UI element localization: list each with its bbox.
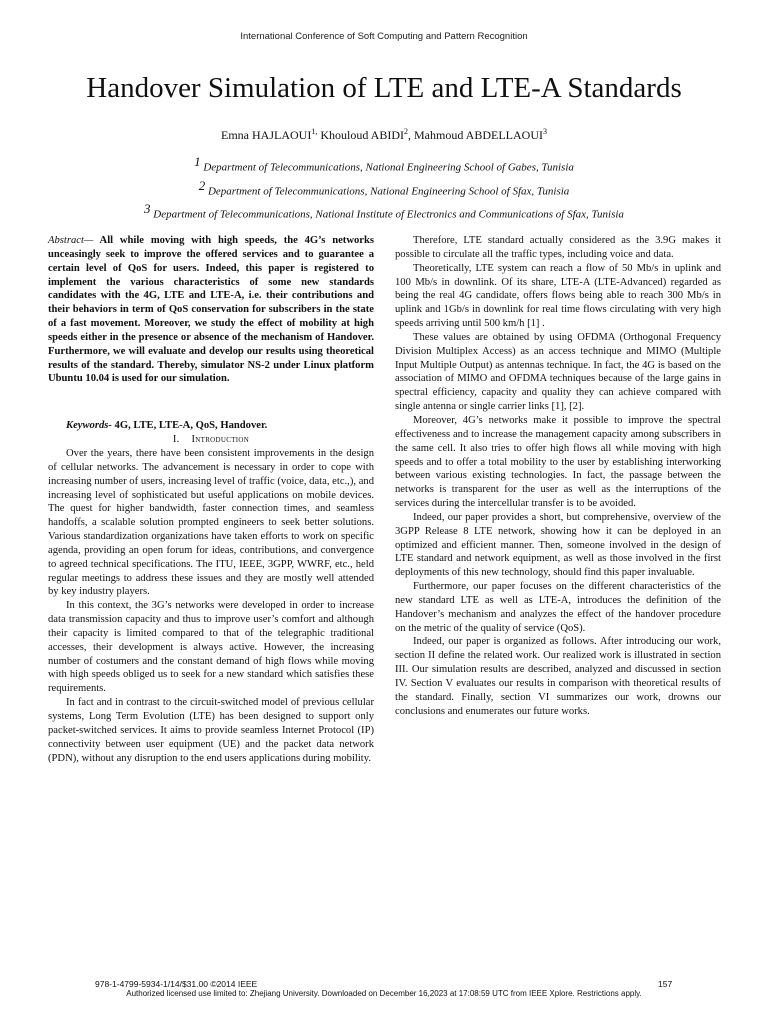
affiliation-text: Department of Telecommunications, National Institute of Electronics and Communications of Sfax, Tunisia <box>153 208 624 221</box>
body-paragraph: In fact and in contrast to the circuit-switched model of previous cellular systems, Long Term Evolution (LTE) has been designed to support only packet-switched services. It aims to provide seamless Internet Protocol (IP) connectivity between user equipment (UE) and the packet data network (PDN), without any disruption to the end users applications during mobility. <box>48 697 374 764</box>
footer-isbn: 978-1-4799-5934-1/14/$31.00 ©2014 IEEE <box>95 979 258 989</box>
affiliations <box>0 153 768 224</box>
body-paragraph: Theoretically, LTE system can reach a flow of 50 Mb/s in uplink and 100 Mb/s in downlink. Of its share, LTE-A (LTE-Advanced) regarded as being the real 4G candidate, offers flows being able to reach 300 Mb/s in uplink and 1Gb/s in downlink for real time flows circulating with very high speeds arriving until 500 km/h [1] . <box>395 262 721 330</box>
body-paragraph: Moreover, 4G’s networks make it possible to improve the spectral effectiveness and to increase the management capacity among subscribers in the same cell. It also tries to offer high flows all while moving with high speeds and to offer a total mobility to the user by establishing interworking between various existing technologies. In fact, the passage between the networks is transparent for the user as well as the interruptions of the services during the intercellular transfer is to be avoided. <box>395 414 721 510</box>
section-title: Introduction <box>191 434 250 446</box>
keywords <box>48 419 374 433</box>
author-superscript: 1, <box>311 127 318 136</box>
author-line: Emna $HAJLAOUI^{1,}$ Khouloud ABIDI$^2$, Mahmoud ABDELLAOUI$^3$ <box>221 127 547 142</box>
author-name: Emna HAJLAOUI <box>221 128 312 142</box>
author-superscript: 2 <box>404 127 408 136</box>
keywords-text: 4G, LTE, LTE-A, QoS, Handover. <box>111 420 268 432</box>
keywords-label: Keywords- <box>66 420 112 432</box>
abstract-text: All while moving with high speeds, the 4G’s networks unceasingly seek to improve the offered services and to guarantee a certain level of QoS for users. Indeed, this paper is registered to implement the various characteristics of some new standards candidates with the 4G, LTE and LTE-A, i.e. their contributions and their behaviors in term of QoS conservation for subscribers in the state of a fast movement. Moreover, we study the effect of mobility at high speeds either in the presence or absence of the mechanism of Handover. Furthermore, we will evaluate and develop our results using theoretical results of the standard. Thereby, simulator NS-2 under Linux platform Ubuntu 10.04 is used for our simulation. <box>48 235 374 385</box>
section-number: I. <box>172 434 180 446</box>
affiliation-text: Department of Telecommunications, National Engineering School of Sfax, Tunisia <box>207 185 570 198</box>
abstract-label: Abstract— <box>48 235 94 246</box>
body-paragraph: Indeed, our paper provides a short, but comprehensive, overview of the 3GPP Release 8 LTE network, showing how it can be deployed in an optimized and efficient manner. Then, someone involved in the design of LTE standard and network equipment, as well as those involved in the first deployments of this new technology, should find this paper invaluable. <box>395 511 721 579</box>
body-paragraph: Furthermore, our paper focuses on the different characteristics of the new standard LTE as well as LTE-A, introduces the definition of the Handover’s mechanism and analyzes the effect of the handover procedure on the metric of the quality of service (QoS). <box>395 581 721 634</box>
author-superscript: 3 <box>543 127 547 136</box>
body-paragraph: Therefore, LTE standard actually considered as the 3.9G makes it possible to circulate all the traffic types, including voice and data. <box>395 235 721 260</box>
body-paragraph: Indeed, our paper is organized as follows. After introducing our work, section II define the related work. Our realized work is illustrated in section III. Our simulation results are described, analyzed and discussed in section IV. Section V evaluates our results in comparison with theoretical results of the standard. Finally, section VI summarizes our work, drowns our conclusions and enumerates our future works. <box>395 636 721 717</box>
right-column <box>395 234 721 719</box>
body-paragraph: In this context, the 3G’s networks were developed in order to increase data transmission capacity and thus to improve user’s comfort and although their capacity is limited compared to that of the telegraphic traditional accesses, their development is always active. However, the increasing number of costumers and the constant demand of high flows while moving with high speeds obliged us to seek for a new standard which satisfies these requirements. <box>48 600 374 695</box>
author-name: Mahmoud ABDELLAOUI <box>414 128 543 142</box>
affiliation <box>0 177 768 201</box>
conference-header: International Conference of Soft Computing and Pattern Recognition <box>240 31 528 42</box>
paper-title: Handover Simulation of LTE and LTE-A Standards <box>86 72 682 104</box>
affiliation-number: 2 <box>198 177 206 193</box>
abstract <box>48 234 374 386</box>
affiliation-number: 3 <box>144 201 151 217</box>
affiliation-text: Department of Telecommunications, National Engineering School of Gabes, Tunisia <box>203 161 574 174</box>
affiliation <box>0 200 768 224</box>
body-paragraph: Over the years, there have been consistent improvements in the design of cellular networks. The advancement is necessary in order to cope with increasing number of users, increasing level of traffic (voice, data, etc.,), and increasing level of sophisticated but useful applications on mobile devices. The quest for higher bandwidth, faster connection times, and seamless handoffs, a scalable solution prompted engineers to seek better solutions. Various standardization organizations have taken efforts to work on specific agenda, providing an open forum for ideas, contributions, and convergence to agreed technical specifications. The ITU, IEEE, 3GPP, WWRF, etc., held regular meetings to address these issues and they are mostly well attended by key industry players. <box>48 447 374 598</box>
author-name: Khouloud ABIDI <box>320 128 404 142</box>
left-column <box>48 234 374 765</box>
section-heading-introduction <box>48 433 374 447</box>
body-paragraph: These values are obtained by using OFDMA (Orthogonal Frequency Division Multiplex Access) as an access technique and MIMO (Multiple Input Multiple Output) as antennas technique. In fact, the 4G is based on the association of MIMO and OFDMA techniques because of the large gains in spectral efficiency, capacity and quality they can achieve compared with single antenna or single carrier links [1], [2]. <box>395 331 721 413</box>
footer-page-number: 157 <box>658 979 673 989</box>
footer-license: Authorized licensed use limited to: Zhejiang University. Downloaded on December 16,2023 at 17:08:59 UTC from IEEE Xplore. Restrictions apply. <box>126 989 642 998</box>
affiliation-number: 1 <box>194 154 201 169</box>
affiliation <box>0 153 768 177</box>
